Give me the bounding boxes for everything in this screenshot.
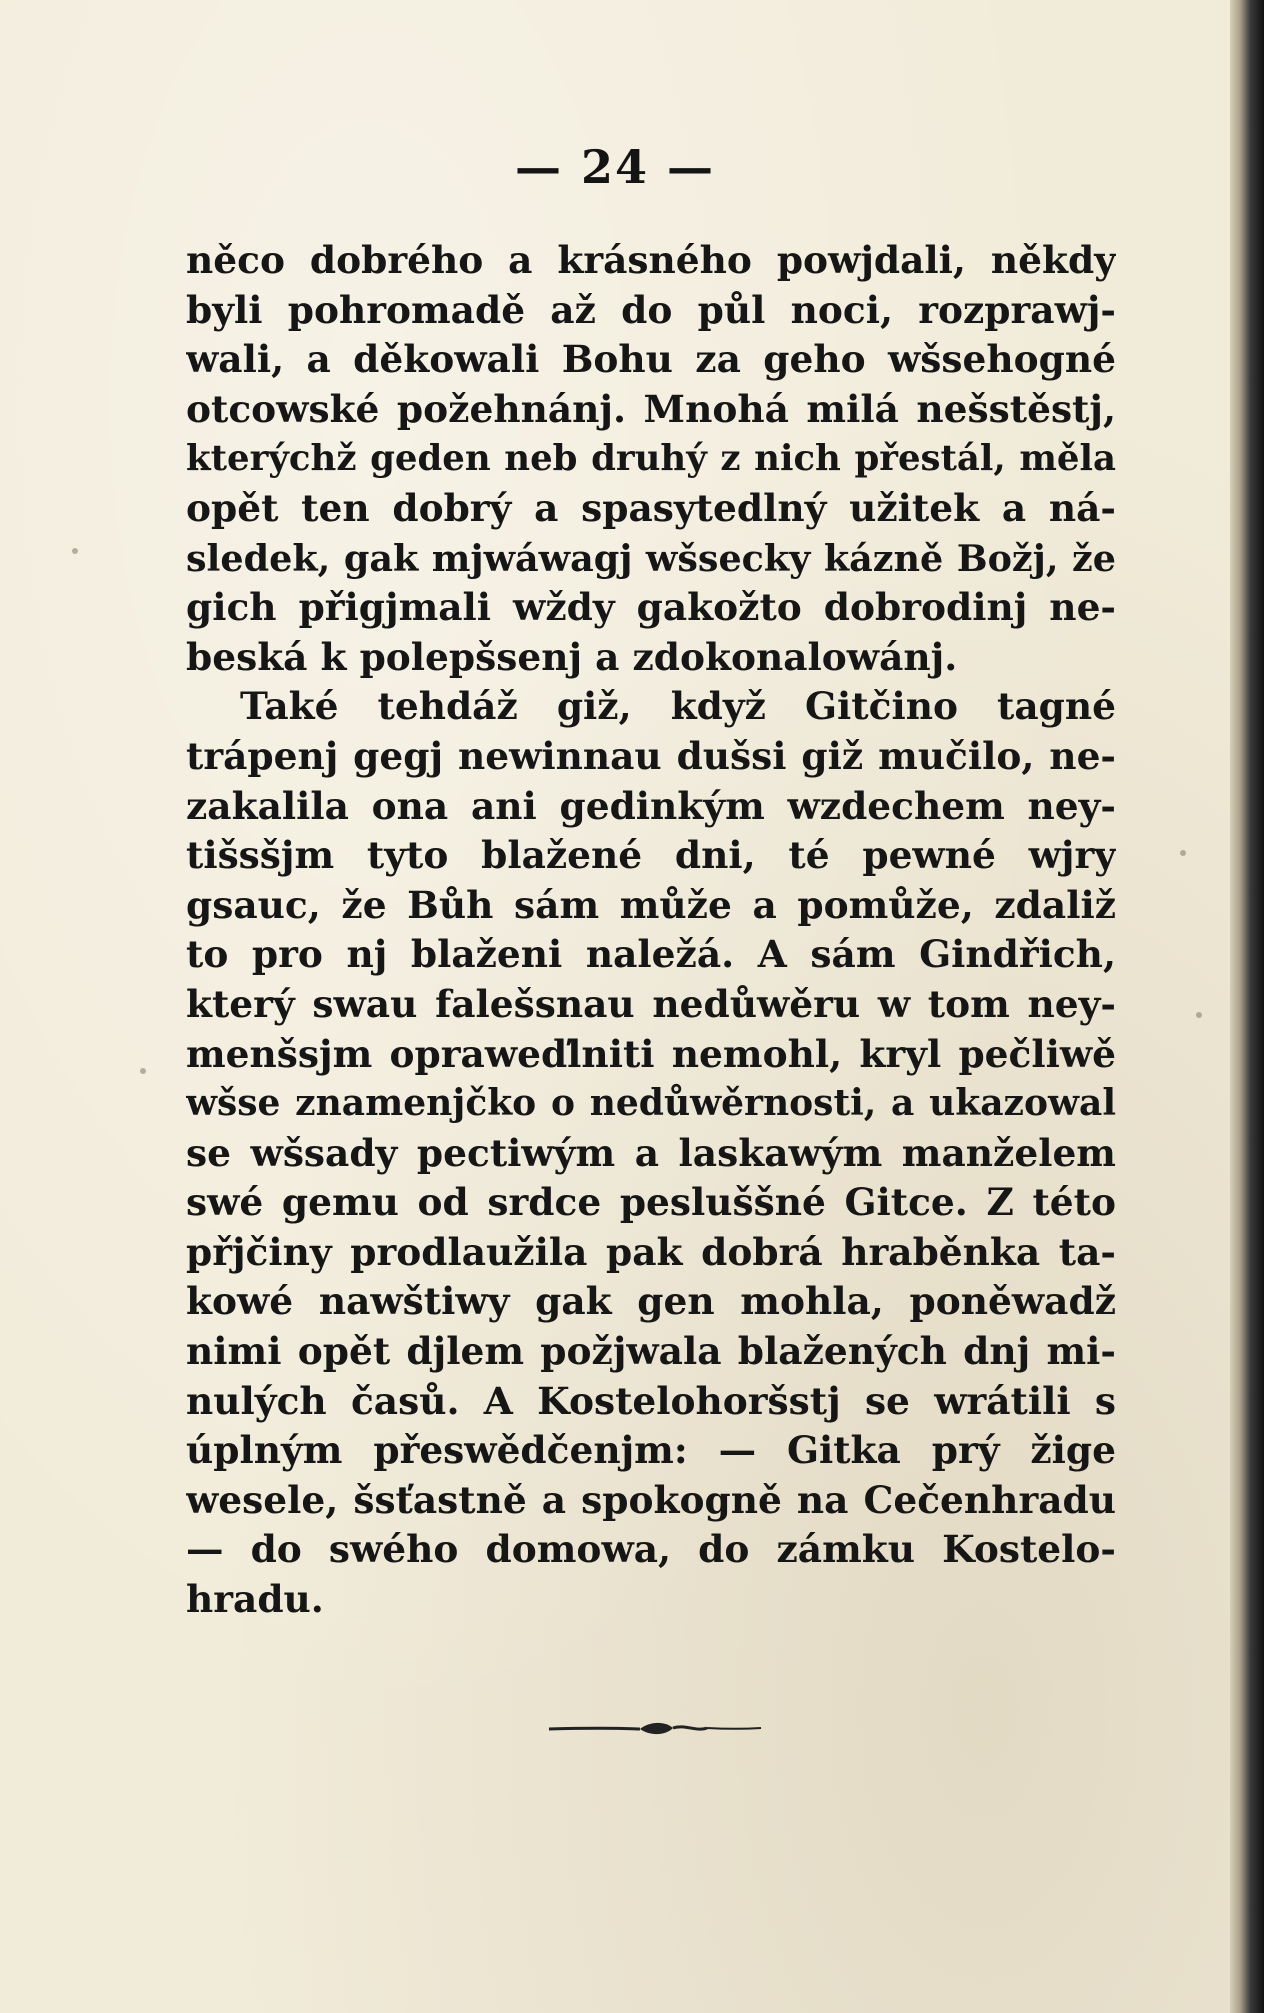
text-line: který swau falešsnau nedůwěru w tom ney- bbox=[186, 981, 1116, 1026]
text-line: úplným přeswědčenjm: — Gitka prý žige bbox=[186, 1428, 1116, 1473]
text-line: gich přigjmali wždy gakožto dobrodinj ne- bbox=[186, 585, 1116, 630]
text-line: kowé nawštiwy gak gen mohla, poněwadž bbox=[186, 1279, 1116, 1324]
text-line: beská k polepšsenj a zdokonalowánj. bbox=[186, 634, 958, 679]
text-line: otcowské požehnánj. Mnohá milá nešstěstj, bbox=[186, 386, 1116, 431]
text-line: zakalila ona ani gedinkým wzdechem ney- bbox=[186, 783, 1116, 828]
book-gutter bbox=[1230, 0, 1264, 2013]
end-ornament bbox=[545, 1716, 765, 1740]
paper-speck bbox=[1196, 1012, 1202, 1018]
text-line: Také tehdáž giž, když Gitčino tagné bbox=[240, 684, 1116, 729]
text-line: gsauc, že Bůh sám může a pomůže, zdaliž bbox=[186, 882, 1116, 927]
text-line: — do swého domowa, do zámku Kostelo- bbox=[186, 1527, 1116, 1572]
text-line: nimi opět djlem požjwala blažených dnj mi- bbox=[186, 1329, 1116, 1374]
text-line: přjčiny prodlaužila pak dobrá hraběnka ta- bbox=[186, 1229, 1116, 1274]
text-line: byli pohromadě až do půl noci, rozprawj- bbox=[186, 287, 1116, 332]
text-line: wšse znamenjčko o nedůwěrnosti, a ukazowal bbox=[186, 1082, 1116, 1125]
paper-speck bbox=[1180, 850, 1186, 856]
text-line: kterýchž geden neb druhý z nich přestál, měla bbox=[186, 438, 1116, 480]
paper-speck bbox=[140, 1068, 146, 1074]
text-line: sledek, gak mjwáwagj wšsecky kázně Božj, že bbox=[186, 536, 1116, 580]
page-number: — 24 — bbox=[514, 140, 716, 194]
text-line: swé gemu od srdce pesluššné Gitce. Z této bbox=[186, 1180, 1116, 1225]
text-line: tišsšjm tyto blažené dni, té pewné wjry bbox=[186, 833, 1116, 878]
text-line: wesele, šsťastně a spokogně na Cečenhradu bbox=[186, 1477, 1116, 1522]
page-text bbox=[186, 236, 1116, 1625]
text-line: něco dobrého a krásného powjdali, někdy bbox=[186, 238, 1116, 282]
text-line: menšsjm opraweďlniti nemohl, kryl pečliwě bbox=[186, 1031, 1116, 1076]
text-line: wali, a děkowali Bohu za geho wšsehogné bbox=[186, 337, 1116, 382]
text-line: se wšsady pectiwým a laskawým manželem bbox=[186, 1130, 1116, 1175]
paper-speck bbox=[72, 548, 78, 554]
text-line: opět ten dobrý a spasytedlný užitek a ná- bbox=[186, 485, 1116, 530]
text-line: hradu. bbox=[186, 1577, 324, 1622]
text-line: trápenj gegj newinnau dušsi giž mučilo, ne- bbox=[186, 733, 1116, 778]
text-line: nulých časů. A Kostelohoršstj se wrátili s bbox=[186, 1378, 1116, 1423]
text-line: to pro nj blaženi naležá. A sám Gindřich, bbox=[186, 932, 1116, 977]
